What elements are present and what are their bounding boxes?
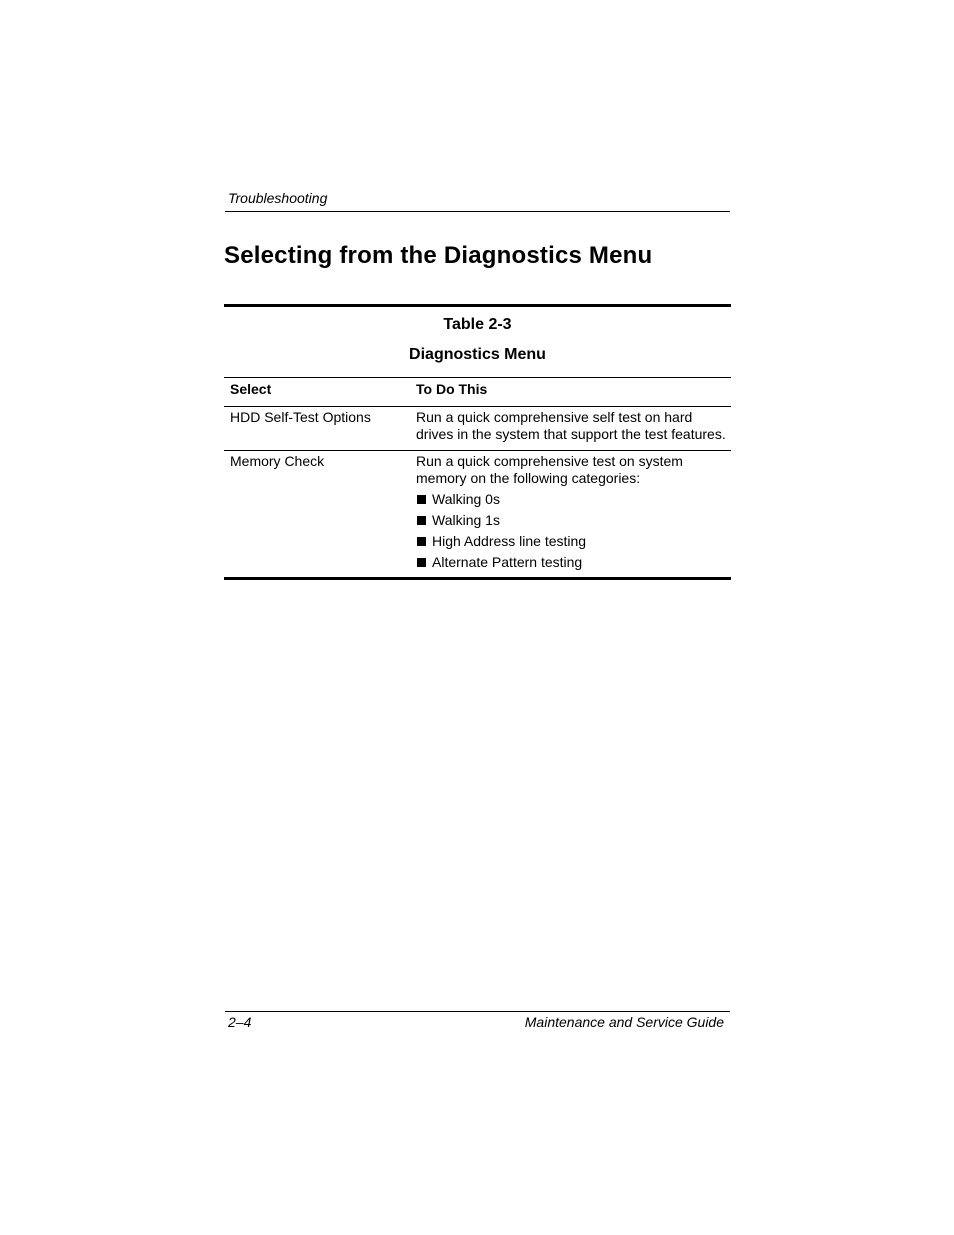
list-item [416,554,727,571]
list-item-label: Alternate Pattern testing [432,554,583,570]
square-bullet-icon [417,558,426,567]
cell-select: HDD Self-Test Options [230,409,371,425]
list-item [416,491,727,508]
table-body [224,377,731,577]
running-head: Troubleshooting [228,190,328,206]
memory-test-list [416,491,727,571]
square-bullet-icon [417,495,426,504]
table-header-row [224,378,731,407]
column-header-to-do-this: To Do This [416,381,488,397]
table-row [224,407,731,451]
diagnostics-table [224,304,731,580]
cell-action: Run a quick comprehensive self test on hard drives in the system that support the test features. [416,409,726,442]
list-item-label: High Address line testing [432,533,587,549]
page-title: Selecting from the Diagnostics Menu [224,242,653,269]
page-number: 2–4 [228,1014,252,1030]
square-bullet-icon [417,537,426,546]
list-item-label: Walking 1s [432,512,500,528]
guide-title: Maintenance and Service Guide [524,1014,724,1030]
list-item-label: Walking 0s [432,491,500,507]
list-item [416,512,727,529]
header-rule [225,211,730,212]
cell-action: Run a quick comprehensive test on system memory on the following categories: [416,453,683,486]
list-item [416,533,727,550]
square-bullet-icon [417,516,426,525]
column-header-select: Select [230,381,272,397]
table-caption: Diagnostics Menu [409,346,546,363]
table-row [224,451,731,578]
footer-rule [225,1011,730,1012]
cell-select: Memory Check [230,453,325,469]
table-number: Table 2-3 [443,316,512,333]
cell-action-with-list [416,451,731,578]
